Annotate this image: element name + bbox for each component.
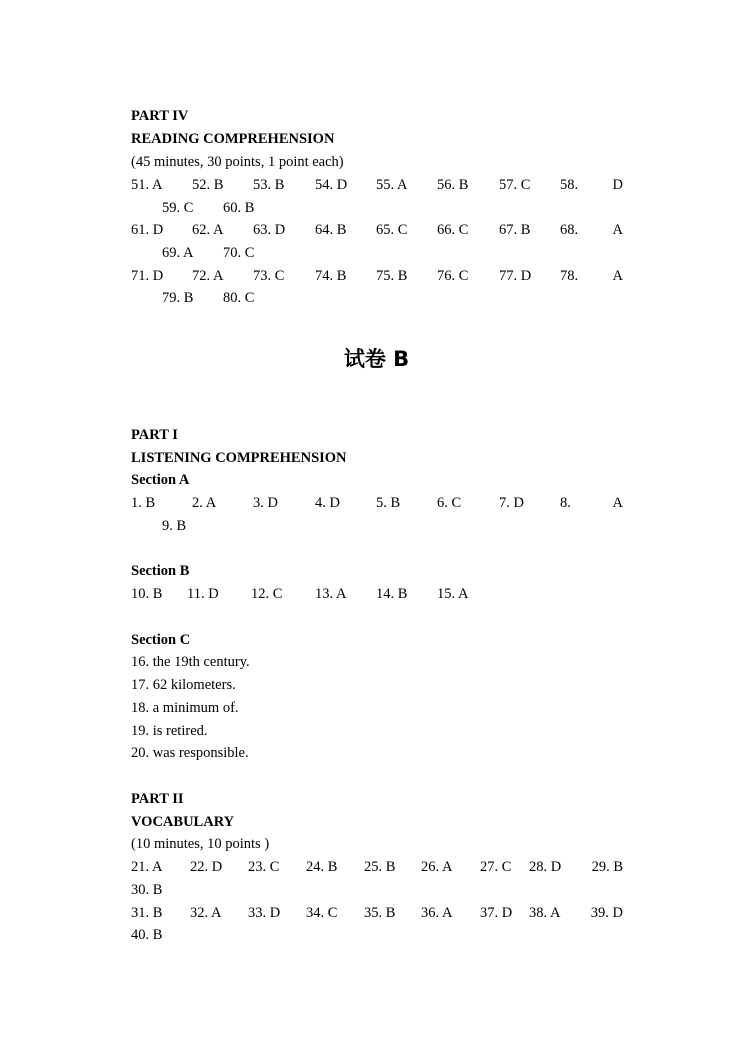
answer-item: 39. D <box>590 905 623 921</box>
answer-item: 69. A <box>162 245 194 261</box>
answer-item: 33. D <box>248 905 281 921</box>
answer-item: 2. A <box>192 495 217 511</box>
answer-item: 37. D <box>480 905 513 921</box>
answer-item: 62. A <box>192 222 224 238</box>
answer-item: 32. A <box>190 905 222 921</box>
answer-item: 61. D <box>131 222 164 238</box>
answer-item: 30. B <box>131 882 163 898</box>
answer-item: D <box>612 177 623 193</box>
section-c-answer: 16. the 19th century. <box>131 654 250 670</box>
answer-item: 51. A <box>131 177 163 193</box>
answer-item: 3. D <box>253 495 278 511</box>
answer-item: 40. B <box>131 927 163 943</box>
answer-item: 7. D <box>499 495 524 511</box>
answer-item: 38. A <box>529 905 561 921</box>
answer-item: 75. B <box>376 268 408 284</box>
answer-item: 79. B <box>162 290 194 306</box>
answer-item: 54. D <box>315 177 348 193</box>
answer-item: 77. D <box>499 268 532 284</box>
answer-item: 1. B <box>131 495 156 511</box>
answer-item: 6. C <box>437 495 462 511</box>
answer-item: 71. D <box>131 268 164 284</box>
answer-item: 14. B <box>376 586 408 602</box>
section-b-label: Section B <box>131 563 190 579</box>
answer-item: 36. A <box>421 905 453 921</box>
answer-item: 80. C <box>223 290 255 306</box>
answer-item: 64. B <box>315 222 347 238</box>
answer-item: 63. D <box>253 222 286 238</box>
answer-item: 53. B <box>253 177 285 193</box>
answer-item: 5. B <box>376 495 401 511</box>
section-a-answer-row-cont <box>131 517 623 535</box>
answer-item: 72. A <box>192 268 224 284</box>
part1-title: PART I <box>131 427 178 443</box>
answer-item: 12. C <box>251 586 283 602</box>
answer-item: 28. D <box>529 859 562 875</box>
answer-item: 9. B <box>162 518 187 534</box>
answer-item: 66. C <box>437 222 469 238</box>
answer-item: A <box>612 222 623 238</box>
answer-item: 70. C <box>223 245 255 261</box>
answer-item: 59. C <box>162 200 194 216</box>
answer-item: 58. <box>560 177 579 193</box>
paper-b-heading: 试卷 B <box>343 347 410 371</box>
part2-title: PART II <box>131 791 184 807</box>
answer-item: 52. B <box>192 177 224 193</box>
answer-item: 31. B <box>131 905 163 921</box>
answer-item: 10. B <box>131 586 163 602</box>
part4-subtitle: READING COMPREHENSION <box>131 131 335 147</box>
section-a-label: Section A <box>131 472 190 488</box>
answer-item: 78. <box>560 268 579 284</box>
part4-answer-row-3-cont <box>131 289 623 307</box>
part4-title: PART IV <box>131 108 189 124</box>
answer-item: 65. C <box>376 222 408 238</box>
section-c-label: Section C <box>131 632 191 648</box>
part2-subtitle: VOCABULARY <box>131 814 235 830</box>
part4-answer-row-2 <box>131 221 623 239</box>
answer-item: 22. D <box>190 859 223 875</box>
answer-item: 68. <box>560 222 579 238</box>
answer-item: 60. B <box>223 200 255 216</box>
answer-item: 11. D <box>187 586 219 602</box>
answer-item: 73. C <box>253 268 285 284</box>
answer-item: 4. D <box>315 495 340 511</box>
section-c-answer: 20. was responsible. <box>131 745 249 761</box>
answer-item: 25. B <box>364 859 396 875</box>
answer-item: 57. C <box>499 177 531 193</box>
answer-item: 67. B <box>499 222 531 238</box>
answer-item: 13. A <box>315 586 347 602</box>
answer-item: 35. B <box>364 905 396 921</box>
answer-item: A <box>612 495 623 511</box>
answer-item: 8. <box>560 495 571 511</box>
answer-item: 76. C <box>437 268 469 284</box>
answer-item: 26. A <box>421 859 453 875</box>
part4-answer-row-1-cont <box>131 199 623 217</box>
answer-item: 24. B <box>306 859 338 875</box>
part4-answer-row-3 <box>131 267 623 285</box>
part4-answer-row-1 <box>131 176 623 194</box>
answer-item: 15. A <box>437 586 469 602</box>
part2-note: (10 minutes, 10 points ) <box>131 836 270 852</box>
answer-item: 56. B <box>437 177 469 193</box>
answer-item: 55. A <box>376 177 408 193</box>
answer-item: 34. C <box>306 905 338 921</box>
section-c-answer: 19. is retired. <box>131 723 208 739</box>
answer-item: 21. A <box>131 859 163 875</box>
answer-item: 29. B <box>591 859 623 875</box>
answer-item: 23. C <box>248 859 280 875</box>
section-c-answer: 17. 62 kilometers. <box>131 677 236 693</box>
part4-answer-row-2-cont <box>131 244 623 262</box>
part2-answer-row-1 <box>131 858 623 876</box>
part4-note: (45 minutes, 30 points, 1 point each) <box>131 154 344 170</box>
answer-item: 74. B <box>315 268 347 284</box>
part1-subtitle: LISTENING COMPREHENSION <box>131 450 347 466</box>
answer-item: A <box>612 268 623 284</box>
section-a-answer-row <box>131 494 623 512</box>
part2-answer-row-2 <box>131 904 623 922</box>
section-b-answer-row <box>131 585 623 603</box>
section-c-answer: 18. a minimum of. <box>131 700 239 716</box>
answer-item: 27. C <box>480 859 512 875</box>
